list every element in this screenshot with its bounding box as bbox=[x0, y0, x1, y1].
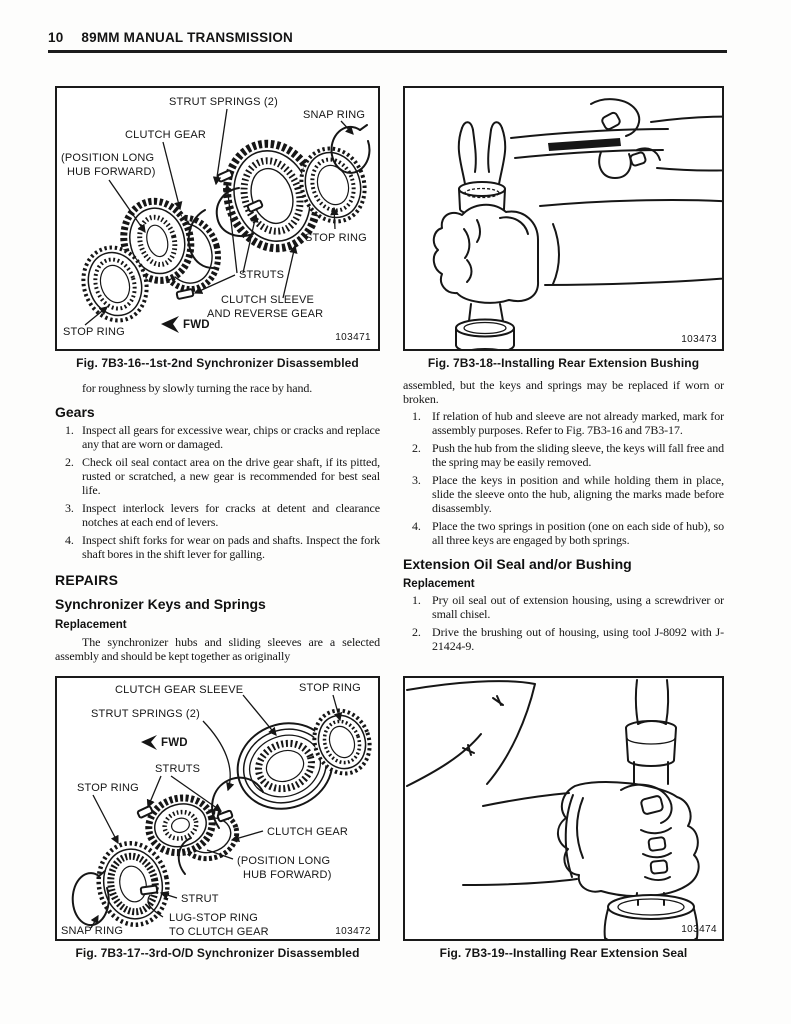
label-position-note-line1: (POSITION LONG bbox=[237, 855, 331, 867]
continuation-line: for roughness by slowly turning the race by hand. bbox=[82, 381, 313, 395]
item-number: 2. bbox=[412, 625, 421, 639]
list-item bbox=[403, 519, 724, 547]
item-text: Inspect all gears for excessive wear, chips or cracks and replace any that are worn or damaged. bbox=[82, 423, 380, 451]
item-number: 1. bbox=[412, 593, 421, 607]
gripping-fist-drawing bbox=[558, 782, 699, 896]
figure-7b3-18-caption: Fig. 7B3-18--Installing Rear Extension Bushing bbox=[427, 356, 700, 370]
header-rule bbox=[48, 50, 727, 53]
label-stop-ring-right: STOP RING bbox=[305, 232, 367, 244]
figure-7b3-19 bbox=[403, 676, 724, 960]
upper-hand-drawing bbox=[591, 99, 722, 178]
item-text: Inspect interlock levers for cracks at detent and clearance notches at each end of levers. bbox=[82, 501, 380, 529]
list-item bbox=[403, 625, 724, 653]
item-number: 4. bbox=[412, 519, 421, 533]
label-fwd: FWD bbox=[161, 737, 188, 749]
sync-replacement-list bbox=[403, 409, 724, 547]
label-struts: STRUTS bbox=[239, 269, 285, 281]
label-strut-springs: STRUT SPRINGS (2) bbox=[91, 708, 200, 720]
label-clutch-sleeve-line2: AND REVERSE GEAR bbox=[207, 308, 324, 320]
photo-number: 103474 bbox=[681, 924, 717, 935]
list-item bbox=[403, 441, 724, 469]
item-text: Place the keys in position and while holding them in place, slide the sleeve onto the hub, aligning the marks made before disassembly. bbox=[432, 473, 724, 515]
list-item bbox=[55, 501, 380, 529]
item-number: 3. bbox=[412, 473, 421, 487]
installing-rear-extension-bushing-drawing bbox=[405, 88, 722, 349]
item-number: 1. bbox=[412, 409, 421, 423]
sync-keys-heading: Synchronizer Keys and Springs bbox=[55, 596, 266, 612]
figure-7b3-16-caption: Fig. 7B3-16--1st-2nd Synchronizer Disassembled bbox=[76, 356, 359, 370]
synchronizer-3rd-od-exploded-drawing bbox=[57, 678, 378, 939]
figure-7b3-18-frame bbox=[403, 86, 724, 351]
label-lug-note-line2: TO CLUTCH GEAR bbox=[169, 926, 269, 938]
label-clutch-sleeve-line1: CLUTCH SLEEVE bbox=[221, 294, 315, 306]
seal-driver-tool-drawing bbox=[626, 680, 676, 784]
item-number: 1. bbox=[65, 423, 74, 437]
continuation-paragraph: assembled, but the keys and springs may be replaced if worn or broken. bbox=[403, 378, 724, 406]
list-item bbox=[55, 533, 380, 561]
forearm-drawing bbox=[540, 200, 722, 285]
item-number: 3. bbox=[65, 501, 74, 515]
sync-keys-paragraph: The synchronizer hubs and sliding sleeves are a selected assembly and should be kept together as originally bbox=[55, 635, 380, 663]
item-number: 4. bbox=[65, 533, 74, 547]
photo-number: 103471 bbox=[335, 332, 371, 343]
figure-7b3-16-frame bbox=[55, 86, 380, 351]
label-lug-note-line1: LUG-STOP RING bbox=[169, 912, 258, 924]
label-position-note-line1: (POSITION LONG bbox=[61, 152, 155, 164]
figure-7b3-17 bbox=[55, 676, 380, 960]
label-fwd: FWD bbox=[183, 319, 210, 331]
item-text: If relation of hub and sleeve are not already marked, mark for assembly purposes. Refer to Fig. 7B3-16 and 7B3-17. bbox=[432, 409, 724, 437]
figure-7b3-17-frame bbox=[55, 676, 380, 941]
extension-heading: Extension Oil Seal and/or Bushing bbox=[403, 556, 632, 572]
label-clutch-gear: CLUTCH GEAR bbox=[125, 129, 207, 141]
replacement-subheading: Replacement bbox=[55, 619, 127, 631]
photo-number: 103472 bbox=[335, 926, 371, 937]
label-stop-ring-left: STOP RING bbox=[77, 782, 139, 794]
list-item bbox=[403, 593, 724, 621]
label-struts: STRUTS bbox=[155, 763, 201, 775]
label-strut-springs: STRUT SPRINGS (2) bbox=[169, 96, 278, 108]
label-position-note-line2: HUB FORWARD) bbox=[243, 869, 332, 881]
item-text: Push the hub from the sliding sleeve, the keys will fall free and the spring may be easily removed. bbox=[432, 441, 724, 469]
extension-replacement-subheading: Replacement bbox=[403, 578, 475, 590]
repairs-heading: REPAIRS bbox=[55, 572, 119, 588]
label-position-note-line2: HUB FORWARD) bbox=[67, 166, 156, 178]
item-text: Drive the brushing out of housing, using tool J-8092 with J-21424-9. bbox=[432, 625, 724, 653]
extension-list bbox=[403, 593, 724, 653]
label-snap-ring: SNAP RING bbox=[61, 925, 124, 937]
list-item bbox=[55, 455, 380, 497]
figure-7b3-19-caption: Fig. 7B3-19--Installing Rear Extension Seal bbox=[439, 946, 688, 960]
page-number: 10 bbox=[48, 30, 64, 45]
label-snap-ring: SNAP RING bbox=[303, 109, 366, 121]
page-title: 89MM MANUAL TRANSMISSION bbox=[81, 30, 293, 45]
label-clutch-gear-sleeve: CLUTCH GEAR SLEEVE bbox=[115, 684, 244, 696]
figure-7b3-18 bbox=[403, 86, 724, 370]
label-stop-ring-top: STOP RING bbox=[299, 682, 361, 694]
driver-tool-drawing bbox=[459, 122, 505, 215]
label-stop-ring-left: STOP RING bbox=[63, 326, 125, 338]
label-clutch-gear: CLUTCH GEAR bbox=[267, 826, 349, 838]
figure-7b3-16 bbox=[55, 86, 380, 370]
page-header bbox=[48, 30, 293, 45]
list-item bbox=[403, 409, 724, 437]
figure-7b3-17-caption: Fig. 7B3-17--3rd-O/D Synchronizer Disassembled bbox=[75, 946, 360, 960]
item-text: Inspect shift forks for wear on pads and shafts. Inspect the fork shaft bores in the shift lever for galling. bbox=[82, 533, 380, 561]
background-arm-drawing bbox=[407, 681, 535, 786]
figure-7b3-19-frame bbox=[403, 676, 724, 941]
item-number: 2. bbox=[412, 441, 421, 455]
left-column bbox=[55, 86, 380, 986]
synchronizer-1st-2nd-exploded-drawing bbox=[57, 88, 378, 349]
fwd-arrow-icon bbox=[161, 316, 179, 333]
gears-list bbox=[55, 423, 380, 561]
item-number: 2. bbox=[65, 455, 74, 469]
installing-rear-extension-seal-drawing bbox=[405, 678, 722, 939]
item-text: Pry oil seal out of extension housing, using a screwdriver or small chisel. bbox=[432, 593, 724, 621]
item-text: Check oil seal contact area on the drive gear shaft, if its pitted, rusted or scratched, a new gear is recommended for best seal life. bbox=[82, 455, 380, 497]
right-column bbox=[403, 86, 724, 986]
list-item bbox=[55, 423, 380, 451]
gripping-fist-drawing bbox=[434, 205, 538, 303]
item-text: Place the two springs in position (one on each side of hub), so all three keys are engaged by both springs. bbox=[432, 519, 724, 547]
fwd-arrow-icon bbox=[141, 735, 157, 750]
label-strut: STRUT bbox=[181, 893, 219, 905]
gears-heading: Gears bbox=[55, 404, 95, 420]
list-item bbox=[403, 473, 724, 515]
bushing-adapter-drawing bbox=[456, 304, 514, 349]
photo-number: 103473 bbox=[681, 334, 717, 345]
